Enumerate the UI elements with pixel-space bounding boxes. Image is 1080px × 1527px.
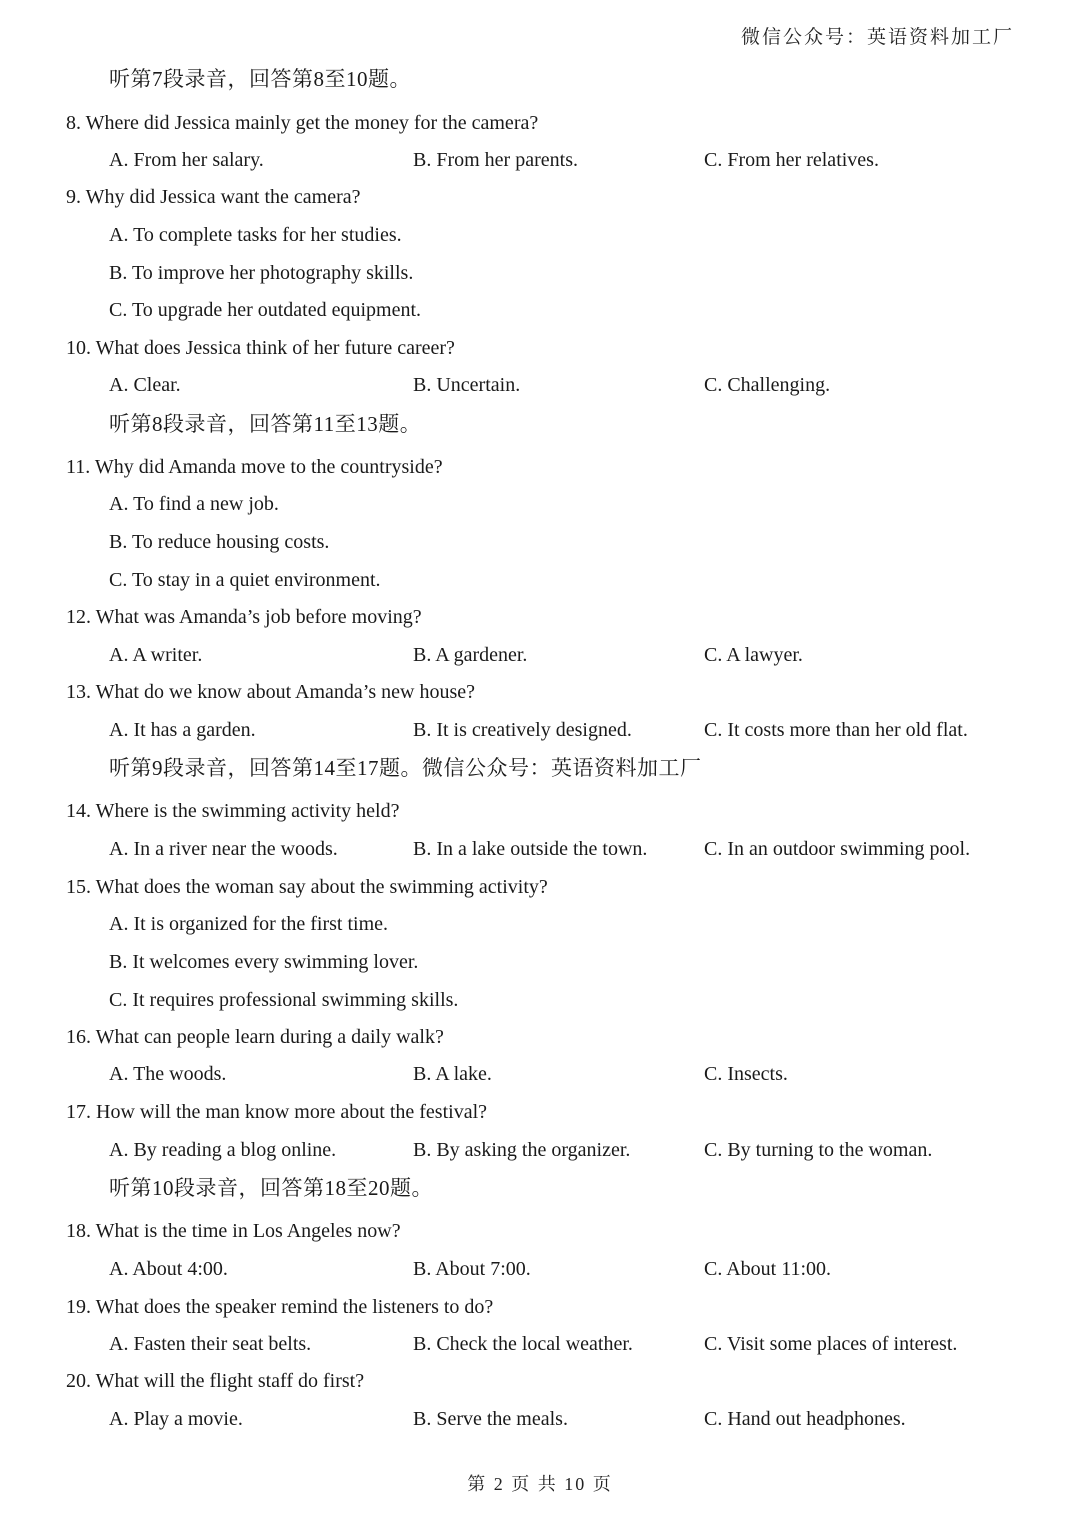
section-instruction: 听第9段录音，回答第14至17题。微信公众号：英语资料加工厂 <box>109 756 702 780</box>
option-c: C. Challenging. <box>704 374 831 396</box>
option-a: A. To find a new job. <box>109 493 279 515</box>
option-c: C. Insects. <box>704 1063 788 1085</box>
option-c: C. To stay in a quiet environment. <box>109 569 381 591</box>
question-14: 14. Where is the swimming activity held? <box>66 800 400 822</box>
option-c: C. It costs more than her old flat. <box>704 719 968 741</box>
page-header: 微信公众号：英语资料加工厂 <box>740 27 1014 48</box>
option-a: A. From her salary. <box>109 149 264 171</box>
option-c: C. About 11:00. <box>704 1258 832 1280</box>
option-c: C. It requires professional swimming skills. <box>109 989 459 1011</box>
option-b: B. It welcomes every swimming lover. <box>109 951 419 973</box>
option-c: C. By turning to the woman. <box>704 1139 933 1161</box>
option-a: A. It has a garden. <box>109 719 256 741</box>
section-instruction: 听第10段录音，回答第18至20题。 <box>109 1176 433 1200</box>
question-20: 20. What will the flight staff do first? <box>66 1370 365 1392</box>
option-b: B. A gardener. <box>413 644 528 666</box>
question-9: 9. Why did Jessica want the camera? <box>66 186 361 208</box>
option-a: A. Fasten their seat belts. <box>109 1333 312 1355</box>
option-a: A. In a river near the woods. <box>109 838 338 860</box>
option-b: B. It is creatively designed. <box>413 719 632 741</box>
option-a: A. About 4:00. <box>109 1258 228 1280</box>
option-b: B. A lake. <box>413 1063 492 1085</box>
option-b: B. In a lake outside the town. <box>413 838 648 860</box>
question-12: 12. What was Amanda’s job before moving? <box>66 606 422 628</box>
option-b: B. Uncertain. <box>413 374 521 396</box>
option-a: A. The woods. <box>109 1063 227 1085</box>
question-8: 8. Where did Jessica mainly get the money for the camera? <box>66 112 539 134</box>
option-a: A. Clear. <box>109 374 181 396</box>
option-c: C. A lawyer. <box>704 644 803 666</box>
option-a: A. To complete tasks for her studies. <box>109 224 402 246</box>
option-a: A. By reading a blog online. <box>109 1139 337 1161</box>
option-b: B. Serve the meals. <box>413 1408 568 1430</box>
question-15: 15. What does the woman say about the swimming activity? <box>66 876 548 898</box>
question-11: 11. Why did Amanda move to the countryside? <box>66 456 443 478</box>
option-b: B. To improve her photography skills. <box>109 262 414 284</box>
option-c: C. From her relatives. <box>704 149 879 171</box>
option-c: C. Visit some places of interest. <box>704 1333 958 1355</box>
option-c: C. Hand out headphones. <box>704 1408 906 1430</box>
option-c: C. To upgrade her outdated equipment. <box>109 299 422 321</box>
section-instruction: 听第7段录音，回答第8至10题。 <box>109 67 411 91</box>
question-19: 19. What does the speaker remind the listeners to do? <box>66 1296 494 1318</box>
question-16: 16. What can people learn during a daily walk? <box>66 1026 444 1048</box>
option-b: B. By asking the organizer. <box>413 1139 631 1161</box>
question-17: 17. How will the man know more about the festival? <box>66 1101 488 1123</box>
option-b: B. Check the local weather. <box>413 1333 633 1355</box>
option-a: A. A writer. <box>109 644 203 666</box>
section-instruction: 听第8段录音，回答第11至13题。 <box>109 412 422 436</box>
question-13: 13. What do we know about Amanda’s new house? <box>66 681 475 703</box>
option-c: C. In an outdoor swimming pool. <box>704 838 971 860</box>
question-18: 18. What is the time in Los Angeles now? <box>66 1220 401 1242</box>
page-footer: 第 2 页 共 10 页 <box>467 1474 613 1494</box>
option-a: A. Play a movie. <box>109 1408 243 1430</box>
option-b: B. About 7:00. <box>413 1258 531 1280</box>
option-b: B. From her parents. <box>413 149 578 171</box>
question-10: 10. What does Jessica think of her future career? <box>66 337 455 359</box>
option-a: A. It is organized for the first time. <box>109 913 389 935</box>
option-b: B. To reduce housing costs. <box>109 531 330 553</box>
